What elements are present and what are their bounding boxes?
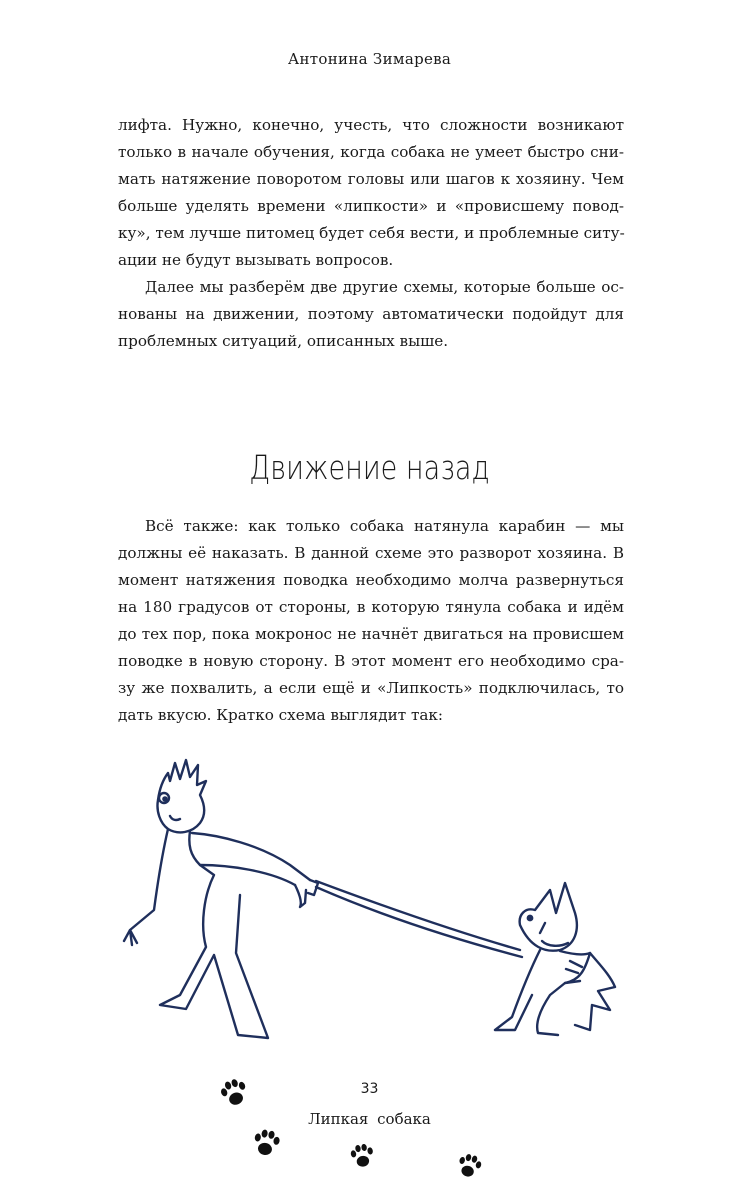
text-line: мать натяжение поворотом головы или шагов к хозяину. Чем: [118, 170, 624, 188]
paragraph-1: [118, 112, 624, 274]
text-line: момент натяжения поводка необходимо молча развернуться: [118, 571, 624, 589]
paragraph-2: [118, 274, 624, 355]
page-number: 33: [360, 1081, 379, 1097]
paw-print-icon: [452, 1150, 486, 1182]
text-line: Далее мы разберём две другие схемы, которые больше ос-: [145, 278, 624, 296]
dog: [495, 883, 615, 1035]
person-walking-dog-illustration: [120, 755, 620, 1055]
paw-print-icon: [248, 1125, 284, 1161]
text-line: нованы на движении, поэтому автоматически подойдут для: [118, 305, 624, 323]
text-line: проблемных ситуаций, описанных выше.: [118, 332, 449, 350]
text-line: на 180 градусов от стороны, в которую тянула собака и идём: [118, 598, 624, 616]
text-line: должны её наказать. В данной схеме это разворот хозяина. В: [118, 544, 624, 562]
text-line: ку», тем лучше питомец будет себя вести, и проблемные ситу-: [118, 224, 625, 242]
text-line: больше уделять времени «липкости» и «провисшему повод-: [118, 197, 624, 215]
paw-print-icon: [346, 1140, 378, 1172]
paw-print-icon: [216, 1075, 252, 1111]
person-head: [157, 760, 206, 832]
text-line: ации не будут вызывать вопросов.: [118, 251, 394, 269]
person-body: [124, 829, 318, 1038]
text-line: дать вкусю. Кратко схема выглядит так:: [118, 706, 444, 724]
leash: [316, 887, 522, 957]
book-title: Липкая собака: [308, 1110, 431, 1128]
leash: [316, 881, 520, 950]
text-line: до тех пор, пока мокронос не начнёт двигаться на провисшем: [118, 625, 624, 643]
text-line: только в начале обучения, когда собака не умеет быстро сни-: [118, 143, 624, 161]
text-line: Всё также: как только собака натянула карабин — мы: [145, 517, 624, 535]
running-header-author: Антонина Зимарева: [287, 50, 452, 68]
paragraph-3: [118, 513, 624, 729]
text-line: лифта. Нужно, конечно, учесть, что сложности возникают: [118, 116, 624, 134]
text-line: зу же похвалить, а если ещё и «Липкость» подключилась, то: [118, 679, 624, 697]
text-line: поводке в новую сторону. В этот момент его необходимо сра-: [118, 652, 624, 670]
section-heading: Движение назад: [249, 448, 490, 487]
